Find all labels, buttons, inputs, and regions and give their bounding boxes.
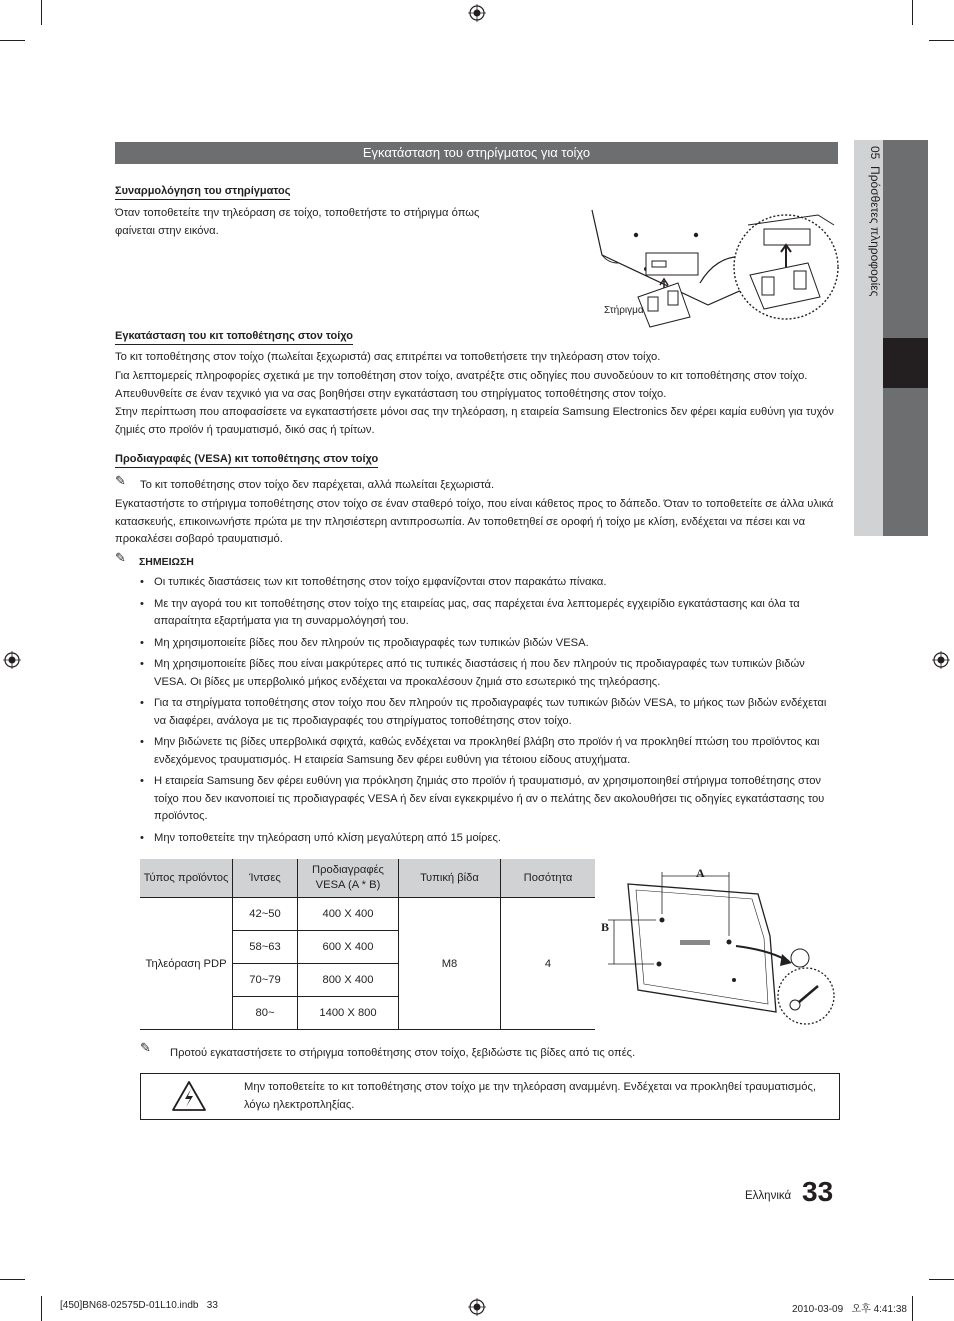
- registration-mark-icon: [468, 4, 486, 22]
- table-cell: 58~63: [233, 931, 298, 964]
- note-bullet-list: [140, 574, 840, 851]
- bracket-assembly-heading: Συναρμολόγηση του στηρίγματος: [115, 184, 290, 200]
- note-label: ΣΗΜΕΙΩΣΗ: [139, 556, 194, 568]
- table-header: Τύπος προϊόντος: [140, 859, 233, 898]
- table-header-row: [140, 859, 595, 898]
- list-item: • Η εταιρεία Samsung δεν φέρει ευθύνη για πρόκληση ζημιάς στο προϊόν ή τραυματισμό, αν χρησιμοποιηθεί στήριγμα τοποθέτησης στον τοίχο που δεν ικανοποιεί τις προδιαγραφές VESA ή δεν είναι εγκεκριμένο ή αν ο πελάτης δεν ακολουθήσει τις οδηγίες εγκατάστασης του προϊόντος.: [140, 773, 840, 826]
- crop-mark: [929, 1279, 954, 1280]
- note-pencil-icon: ✎: [115, 551, 126, 566]
- tv-back-figure: [598, 862, 840, 1032]
- note-pencil-icon: ✎: [140, 1041, 151, 1056]
- sidebar-tab-marker: [883, 338, 928, 388]
- kit-install-heading: Εγκατάσταση του κιτ τοποθέτησης στον τοίχο: [115, 329, 353, 345]
- table-cell: 800 X 400: [298, 964, 399, 997]
- vesa-paragraph: Εγκαταστήστε το στήριγμα τοποθέτησης στον τοίχο σε έναν σταθερό τοίχο, που είναι κάθετος προς το δάπεδο. Όταν το τοποθετείτε σε άλλα υλικά κατασκευής, επικοινωνήστε πρώτα με την πλησιέστερη αντιπροσωπία. Αν τοποθετηθεί σε οροφή ή τοίχο με κλίση, ενδέχεται να πέσει και να προκαλέσει σοβαρό τραυματισμό.: [115, 498, 834, 545]
- kit-install-paragraph: Για λεπτομερείς πληροφορίες σχετικά με την τοποθέτηση στον τοίχο, ανατρέξτε στις οδηγίες που συνοδεύουν το κιτ τοποθέτησης στον τοίχο. Απευθυνθείτε σε έναν τεχνικό για να σας βοηθήσει στην εγκατάσταση του στηρίγματος τοποθέτησης στον τοίχο.: [115, 370, 808, 400]
- table-header: Ίντσες: [233, 859, 298, 898]
- table-header: Προδιαγραφές VESA (A * B): [298, 859, 399, 898]
- list-item: • Μην τοποθετείτε την τηλεόραση υπό κλίση μεγαλύτερη από 15 μοίρες.: [140, 830, 840, 848]
- bracket-figure-label: Στήριγμα: [604, 305, 644, 316]
- list-item: • Μην βιδώνετε τις βίδες υπερβολικά σφιχτά, καθώς ενδέχεται να προκληθεί βλάβη στο προϊόν ή να προκληθεί πτώση του προϊόντος και ενδεχόμενος τραυματισμός. Η εταιρεία Samsung δεν φέρει ευθύνη για τέτοιου είδους ατυχήματα.: [140, 734, 840, 769]
- registration-mark-icon: [468, 1298, 486, 1316]
- registration-mark-icon: [932, 651, 950, 669]
- table-cell: 80~: [233, 997, 298, 1030]
- table-cell-product: Τηλεόραση PDP: [140, 898, 233, 1030]
- footer-language: Ελληνικά: [745, 1190, 792, 1202]
- crop-mark: [929, 40, 954, 41]
- table-header: Ποσότητα: [501, 859, 596, 898]
- kit-install-paragraph: Το κιτ τοποθέτησης στον τοίχο (πωλείται ξεχωριστά) σας επιτρέπει να τοποθετήσετε την τηλεόραση στον τοίχο.: [115, 351, 661, 363]
- table-cell: 42~50: [233, 898, 298, 931]
- table-cell-screw: M8: [399, 898, 501, 1030]
- list-item: • Για τα στηρίγματα τοποθέτησης στον τοίχο που δεν πληρούν τις προδιαγραφές των τυπικών βιδών VESA, το μήκος των βιδών ενδέχεται να διαφέρει, ανάλογα με τις προδιαγραφές του στηρίγματος τοποθέτησης στον τοίχο.: [140, 695, 840, 730]
- table-cell: 400 X 400: [298, 898, 399, 931]
- kit-install-paragraph: Στην περίπτωση που αποφασίσετε να εγκαταστήσετε μόνοι σας την τηλεόραση, η εταιρεία Samsung Electronics δεν φέρει καμία ευθύνη για τυχόν ζημιές στο προϊόν ή τραυματισμό, δικό σας ή τρίτων.: [115, 406, 834, 436]
- warning-box: [140, 1073, 840, 1120]
- table-cell: 1400 X 800: [298, 997, 399, 1030]
- bracket-assembly-text: Όταν τοποθετείτε την τηλεόραση σε τοίχο, τοποθετήστε το στήριγμα όπως φαίνεται στην εικόνα.: [115, 207, 480, 237]
- table-cell: 600 X 400: [298, 931, 399, 964]
- table-cell: 70~79: [233, 964, 298, 997]
- registration-mark-icon: [3, 651, 21, 669]
- dimension-label-b: B: [601, 920, 610, 934]
- page-number: 33: [802, 1176, 834, 1207]
- crop-mark: [41, 0, 42, 25]
- vesa-spec-table: [140, 859, 595, 1030]
- crop-mark: [912, 1296, 913, 1321]
- list-item: • Οι τυπικές διαστάσεις των κιτ τοποθέτησης στον τοίχο εμφανίζονται στον παρακάτω πίνακα.: [140, 574, 840, 592]
- warning-text: Μην τοποθετείτε το κιτ τοποθέτησης στον τοίχο με την τηλεόραση αναμμένη. Ενδέχεται να προκληθεί τραυματισμός, λόγω ηλεκτροπληξίας.: [244, 1081, 816, 1111]
- footer-file-info: [450]BN68-02575D-01L10.indb 33: [60, 1300, 218, 1311]
- screw-note: Προτού εγκαταστήσετε το στήριγμα τοποθέτησης στον τοίχο, ξεβιδώστε τις βίδες από τις οπές.: [170, 1047, 636, 1059]
- list-item: • Μη χρησιμοποιείτε βίδες που είναι μακρύτερες από τις τυπικές διαστάσεις ή που δεν πληρούν τις προδιαγραφές των τυπικών βιδών VESA. Οι βίδες με υπερβολικό μήκος ενδέχεται να προκαλέσουν ζημιά στο εσωτερικό της τηλεόρασης.: [140, 656, 840, 691]
- chapter-title: Πρόσθετες πληροφορίες: [868, 166, 882, 297]
- table-row: [140, 898, 595, 931]
- dimension-label-a: A: [696, 866, 705, 880]
- crop-mark: [912, 0, 913, 25]
- bracket-figure: [588, 205, 844, 345]
- vesa-heading: Προδιαγραφές (VESA) κιτ τοποθέτησης στον τοίχο: [115, 452, 378, 468]
- table-header: Τυπική βίδα: [399, 859, 501, 898]
- footer-date-info: 2010-03-09 오후 4:41:38: [792, 1304, 907, 1315]
- crop-mark: [0, 1279, 25, 1280]
- table-cell-quantity: 4: [501, 898, 596, 1030]
- list-item: • Με την αγορά του κιτ τοποθέτησης στον τοίχο της εταιρείας μας, σας παρέχεται ένα λεπτομερές εγχειρίδιο εγκατάστασης και όλα τα απαραίτητα εξαρτήματα για τη συναρμολόγησή του.: [140, 596, 840, 631]
- vesa-note: Το κιτ τοποθέτησης στον τοίχο δεν παρέχεται, αλλά πωλείται ξεχωριστά.: [140, 479, 495, 491]
- sidebar-chapter-label: [868, 146, 882, 296]
- section-title: Εγκατάσταση του στηρίγματος για τοίχο: [115, 142, 838, 164]
- list-item: • Μη χρησιμοποιείτε βίδες που δεν πληρούν τις προδιαγραφές των τυπικών βιδών VESA.: [140, 635, 840, 653]
- chapter-number: 05: [868, 146, 882, 160]
- electric-shock-warning-icon: [171, 1080, 207, 1112]
- crop-mark: [41, 1296, 42, 1321]
- note-pencil-icon: ✎: [115, 474, 126, 489]
- crop-mark: [0, 40, 25, 41]
